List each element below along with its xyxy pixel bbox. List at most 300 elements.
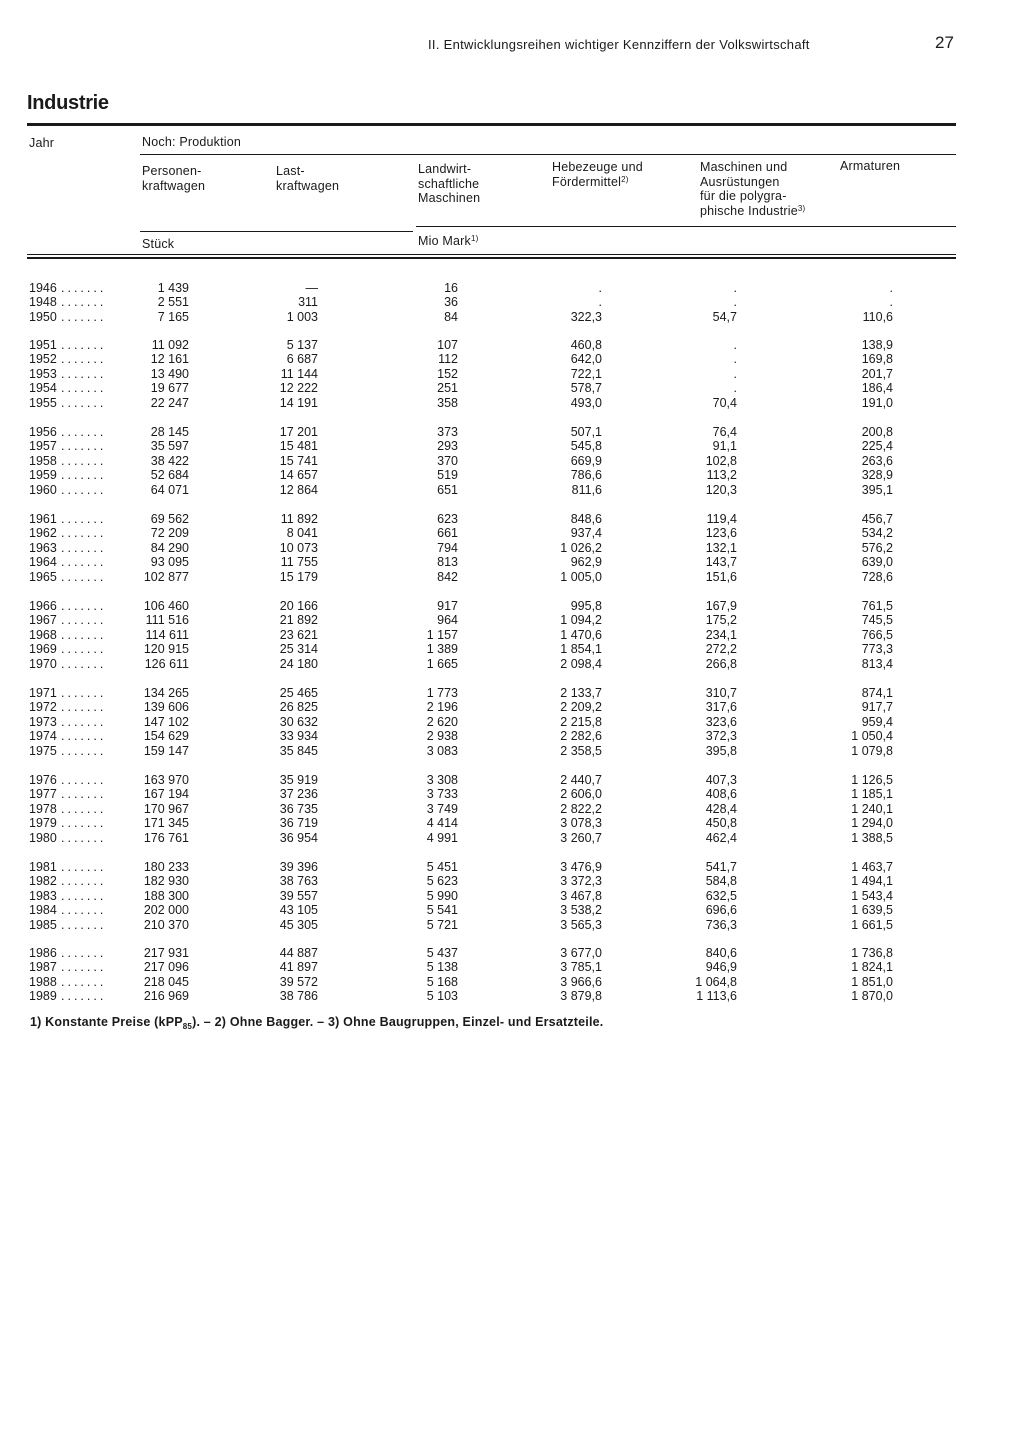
value-polygraphische-maschinen: 946,9	[705, 960, 737, 975]
row-year: 1982	[29, 874, 57, 889]
value-polygraphische-maschinen: 840,6	[705, 946, 737, 960]
value-personenkraftwagen: 202 000	[143, 903, 189, 918]
row-year: 1952	[29, 352, 57, 367]
value-hebezeuge: 848,6	[570, 512, 602, 526]
unit-label-mio-mark	[418, 234, 479, 249]
value-lastkraftwagen: 45 305	[279, 917, 318, 932]
value-landwirtschaftliche-maschinen: 3 083	[426, 743, 458, 758]
value-armaturen: 813,4	[861, 656, 893, 671]
value-hebezeuge: 1 005,0	[560, 569, 602, 584]
value-armaturen: 1 185,1	[851, 787, 893, 802]
row-year: 1962	[29, 526, 57, 541]
value-lastkraftwagen: 15 741	[279, 453, 318, 468]
leader-dots: .......	[61, 540, 107, 555]
table-row	[0, 918, 1024, 932]
row-year: 1984	[29, 903, 57, 918]
value-lastkraftwagen: 36 719	[279, 816, 318, 831]
value-hebezeuge: 937,4	[570, 526, 602, 541]
value-personenkraftwagen: 35 597	[150, 439, 189, 454]
value-landwirtschaftliche-maschinen: 964	[437, 613, 458, 628]
value-landwirtschaftliche-maschinen: 293	[437, 439, 458, 454]
value-polygraphische-maschinen: 408,6	[705, 787, 737, 802]
column-header-lastkraftwagen	[276, 164, 339, 193]
value-lastkraftwagen: 8 041	[286, 526, 318, 541]
value-armaturen: 1 079,8	[851, 743, 893, 758]
leader-dots: .......	[61, 482, 107, 497]
leader-dots: .......	[61, 295, 107, 310]
value-armaturen: 456,7	[861, 512, 893, 526]
column-header-line: Ausrüstungen	[700, 174, 780, 189]
leader-dots: .......	[61, 989, 107, 1004]
leader-dots: .......	[61, 309, 107, 324]
value-hebezeuge: 2 282,6	[560, 729, 602, 744]
value-hebezeuge: 3 785,1	[560, 960, 602, 975]
table-row	[0, 642, 1024, 656]
footnote-marker: 3)	[797, 203, 806, 213]
value-personenkraftwagen: 139 606	[143, 700, 189, 715]
leader-dots: .......	[61, 700, 107, 715]
table-row	[0, 439, 1024, 453]
value-polygraphische-maschinen: 132,1	[705, 540, 737, 555]
value-personenkraftwagen: 1 439	[157, 281, 189, 295]
value-personenkraftwagen: 180 233	[143, 860, 189, 874]
value-personenkraftwagen: 159 147	[143, 743, 189, 758]
value-lastkraftwagen: 1 003	[286, 309, 318, 324]
value-personenkraftwagen: 171 345	[143, 816, 189, 831]
value-personenkraftwagen: 154 629	[143, 729, 189, 744]
value-lastkraftwagen: 21 892	[279, 613, 318, 628]
table-row	[0, 989, 1024, 1003]
table-row	[0, 295, 1024, 309]
value-lastkraftwagen: 25 314	[279, 642, 318, 657]
value-polygraphische-maschinen: .	[733, 366, 737, 381]
table-top-rule	[27, 123, 956, 126]
value-hebezeuge: 3 372,3	[560, 874, 602, 889]
value-lastkraftwagen: 37 236	[279, 787, 318, 802]
table-row	[0, 874, 1024, 888]
column-header-landwirtschaftliche-maschinen	[418, 162, 480, 206]
value-polygraphische-maschinen: 266,8	[705, 656, 737, 671]
value-armaturen: 917,7	[861, 700, 893, 715]
value-lastkraftwagen: 39 572	[279, 974, 318, 989]
value-armaturen: 766,5	[861, 627, 893, 642]
value-personenkraftwagen: 72 209	[150, 526, 189, 541]
value-landwirtschaftliche-maschinen: 5 721	[426, 917, 458, 932]
value-landwirtschaftliche-maschinen: 1 773	[426, 686, 458, 700]
value-personenkraftwagen: 106 460	[143, 599, 189, 613]
leader-dots: .......	[61, 613, 107, 628]
running-header: II. Entwicklungsreihen wichtiger Kennziffern der Volkswirtschaft	[428, 37, 810, 52]
value-armaturen: .	[889, 295, 893, 310]
value-lastkraftwagen: 11 892	[280, 512, 318, 526]
header-bottom-rule	[27, 254, 956, 255]
value-polygraphische-maschinen: .	[733, 352, 737, 367]
value-landwirtschaftliche-maschinen: 152	[437, 366, 458, 381]
leader-dots: .......	[61, 729, 107, 744]
leader-dots: .......	[61, 714, 107, 729]
leader-dots: .......	[61, 642, 107, 657]
row-year: 1948	[29, 295, 57, 310]
unit-stueck-rule	[140, 231, 413, 232]
column-header-text: Fördermittel	[552, 174, 622, 189]
value-hebezeuge: 1 470,6	[560, 627, 602, 642]
value-landwirtschaftliche-maschinen: 251	[437, 381, 458, 396]
value-lastkraftwagen: 39 557	[279, 888, 318, 903]
value-personenkraftwagen: 126 611	[144, 656, 189, 671]
row-year: 1953	[29, 366, 57, 381]
value-personenkraftwagen: 102 877	[143, 569, 189, 584]
column-header-line: Last-	[276, 164, 305, 178]
value-armaturen: 395,1	[861, 482, 893, 497]
value-landwirtschaftliche-maschinen: 651	[437, 482, 458, 497]
row-year: 1986	[29, 946, 57, 960]
row-year: 1977	[29, 787, 57, 802]
value-armaturen: 1 294,0	[851, 816, 893, 831]
value-lastkraftwagen: 30 632	[279, 714, 318, 729]
value-lastkraftwagen: 26 825	[279, 700, 318, 715]
value-hebezeuge: 3 538,2	[560, 903, 602, 918]
table-row	[0, 613, 1024, 627]
value-landwirtschaftliche-maschinen: 623	[437, 512, 458, 526]
value-polygraphische-maschinen: 123,6	[705, 526, 737, 541]
value-landwirtschaftliche-maschinen: 84	[444, 309, 458, 324]
value-hebezeuge: 3 966,6	[560, 974, 602, 989]
value-polygraphische-maschinen: 317,6	[705, 700, 737, 715]
leader-dots: .......	[61, 946, 107, 960]
group-header-rule	[140, 154, 956, 155]
table-row	[0, 816, 1024, 830]
value-hebezeuge: 2 822,2	[560, 801, 602, 816]
value-armaturen: 200,8	[861, 425, 893, 439]
value-landwirtschaftliche-maschinen: 358	[437, 395, 458, 410]
value-armaturen: 1 661,5	[851, 917, 893, 932]
value-polygraphische-maschinen: 450,8	[705, 816, 737, 831]
leader-dots: .......	[61, 830, 107, 845]
value-personenkraftwagen: 188 300	[143, 888, 189, 903]
value-hebezeuge: 1 094,2	[560, 613, 602, 628]
leader-dots: .......	[61, 974, 107, 989]
value-armaturen: 1 639,5	[851, 903, 893, 918]
table-row	[0, 541, 1024, 555]
table-row	[0, 512, 1024, 526]
value-armaturen: 1 736,8	[851, 946, 893, 960]
row-year: 1950	[29, 309, 57, 324]
row-year: 1955	[29, 395, 57, 410]
leader-dots: .......	[61, 381, 107, 396]
value-hebezeuge: 786,6	[570, 468, 602, 483]
value-personenkraftwagen: 7 165	[157, 309, 189, 324]
value-polygraphische-maschinen: 175,2	[705, 613, 737, 628]
section-title: Industrie	[27, 92, 109, 114]
leader-dots: .......	[61, 627, 107, 642]
value-hebezeuge: 2 209,2	[560, 700, 602, 715]
table-row	[0, 483, 1024, 497]
value-hebezeuge: 3 467,8	[560, 888, 602, 903]
row-year: 1946	[29, 281, 57, 295]
value-polygraphische-maschinen: 70,4	[712, 395, 737, 410]
value-landwirtschaftliche-maschinen: 3 733	[426, 787, 458, 802]
value-personenkraftwagen: 218 045	[143, 974, 189, 989]
value-lastkraftwagen: 11 144	[280, 366, 318, 381]
value-armaturen: .	[889, 281, 893, 295]
value-polygraphische-maschinen: 1 113,6	[696, 989, 737, 1004]
header-bottom-rule-2	[27, 257, 956, 259]
value-hebezeuge: 3 476,9	[560, 860, 602, 874]
unit-label-stueck: Stück	[142, 237, 175, 251]
value-landwirtschaftliche-maschinen: 2 938	[426, 729, 458, 744]
value-personenkraftwagen: 176 761	[143, 830, 189, 845]
value-polygraphische-maschinen: 234,1	[705, 627, 737, 642]
value-hebezeuge: 722,1	[570, 366, 602, 381]
value-landwirtschaftliche-maschinen: 5 168	[426, 974, 458, 989]
value-lastkraftwagen: 36 954	[279, 830, 318, 845]
value-armaturen: 328,9	[861, 468, 893, 483]
value-lastkraftwagen: 23 621	[279, 627, 318, 642]
table-row	[0, 454, 1024, 468]
row-year: 1976	[29, 773, 57, 787]
value-lastkraftwagen: —	[305, 281, 318, 295]
value-lastkraftwagen: 17 201	[279, 425, 318, 439]
value-polygraphische-maschinen: 310,7	[705, 686, 737, 700]
value-armaturen: 745,5	[861, 613, 893, 628]
value-landwirtschaftliche-maschinen: 4 414	[426, 816, 458, 831]
value-polygraphische-maschinen: 1 064,8	[695, 974, 737, 989]
value-polygraphische-maschinen: 167,9	[705, 599, 737, 613]
leader-dots: .......	[61, 352, 107, 367]
value-personenkraftwagen: 134 265	[143, 686, 189, 700]
row-year: 1988	[29, 974, 57, 989]
column-header-armaturen	[840, 159, 900, 174]
row-year: 1973	[29, 714, 57, 729]
leader-dots: .......	[61, 453, 107, 468]
table-row	[0, 715, 1024, 729]
table-row	[0, 352, 1024, 366]
leader-dots: .......	[61, 366, 107, 381]
value-personenkraftwagen: 120 915	[143, 642, 189, 657]
value-lastkraftwagen: 25 465	[279, 686, 318, 700]
value-armaturen: 1 050,4	[851, 729, 893, 744]
value-landwirtschaftliche-maschinen: 917	[437, 599, 458, 613]
year-header: Jahr	[29, 136, 55, 150]
table-row	[0, 425, 1024, 439]
unit-mark-rule	[416, 226, 956, 227]
value-hebezeuge: 3 879,8	[560, 989, 602, 1004]
value-landwirtschaftliche-maschinen: 5 990	[426, 888, 458, 903]
footnote-marker: 1)	[471, 234, 479, 243]
leader-dots: .......	[61, 468, 107, 483]
leader-dots: .......	[61, 281, 107, 295]
row-year: 1959	[29, 468, 57, 483]
column-header-text: phische Industrie	[700, 203, 798, 218]
value-polygraphische-maschinen: 91,1	[712, 439, 737, 454]
value-landwirtschaftliche-maschinen: 4 991	[426, 830, 458, 845]
table-row	[0, 628, 1024, 642]
column-header-line: Landwirt-	[418, 162, 472, 176]
leader-dots: .......	[61, 599, 107, 613]
value-personenkraftwagen: 170 967	[143, 801, 189, 816]
leader-dots: .......	[61, 656, 107, 671]
value-armaturen: 201,7	[861, 366, 893, 381]
row-year: 1979	[29, 816, 57, 831]
value-landwirtschaftliche-maschinen: 16	[444, 281, 458, 295]
value-lastkraftwagen: 12 864	[279, 482, 318, 497]
value-polygraphische-maschinen: 372,3	[705, 729, 737, 744]
value-hebezeuge: 3 677,0	[560, 946, 602, 960]
value-personenkraftwagen: 182 930	[143, 874, 189, 889]
leader-dots: .......	[61, 526, 107, 541]
column-header-line: schaftliche	[418, 176, 480, 191]
row-year: 1972	[29, 700, 57, 715]
value-polygraphische-maschinen: 584,8	[705, 874, 737, 889]
value-landwirtschaftliche-maschinen: 5 437	[426, 946, 458, 960]
value-hebezeuge: 3 260,7	[560, 830, 602, 845]
footnote-marker: 2)	[621, 174, 629, 184]
value-hebezeuge: 460,8	[570, 338, 602, 352]
value-polygraphische-maschinen: 113,2	[706, 468, 737, 483]
value-polygraphische-maschinen: 120,3	[705, 482, 737, 497]
row-year: 1958	[29, 453, 57, 468]
value-polygraphische-maschinen: 541,7	[705, 860, 737, 874]
value-armaturen: 263,6	[861, 453, 893, 468]
page-number: 27	[935, 33, 954, 52]
table-row	[0, 396, 1024, 410]
value-landwirtschaftliche-maschinen: 842	[437, 569, 458, 584]
row-year: 1966	[29, 599, 57, 613]
value-personenkraftwagen: 163 970	[143, 773, 189, 787]
value-landwirtschaftliche-maschinen: 2 196	[426, 700, 458, 715]
leader-dots: .......	[61, 439, 107, 454]
value-landwirtschaftliche-maschinen: 794	[437, 540, 458, 555]
value-polygraphische-maschinen: 54,7	[712, 309, 737, 324]
value-lastkraftwagen: 14 657	[279, 468, 318, 483]
value-polygraphische-maschinen: .	[733, 295, 737, 310]
value-landwirtschaftliche-maschinen: 5 103	[426, 989, 458, 1004]
table-row	[0, 686, 1024, 700]
value-armaturen: 186,4	[861, 381, 893, 396]
table-row	[0, 281, 1024, 295]
value-landwirtschaftliche-maschinen: 373	[437, 425, 458, 439]
value-polygraphische-maschinen: .	[733, 281, 737, 295]
value-personenkraftwagen: 38 422	[150, 453, 189, 468]
value-armaturen: 1 494,1	[851, 874, 893, 889]
column-header-line: Armaturen	[840, 159, 901, 173]
value-armaturen: 959,4	[861, 714, 893, 729]
value-polygraphische-maschinen: 323,6	[705, 714, 737, 729]
value-personenkraftwagen: 19 677	[150, 381, 189, 396]
value-hebezeuge: 507,1	[570, 425, 602, 439]
value-personenkraftwagen: 216 969	[143, 989, 189, 1004]
value-polygraphische-maschinen: 395,8	[705, 743, 737, 758]
table-row	[0, 787, 1024, 801]
value-lastkraftwagen: 44 887	[279, 946, 318, 960]
value-hebezeuge: 995,8	[570, 599, 602, 613]
value-lastkraftwagen: 35 845	[279, 743, 318, 758]
value-armaturen: 1 240,1	[851, 801, 893, 816]
leader-dots: .......	[61, 888, 107, 903]
value-personenkraftwagen: 93 095	[150, 555, 189, 570]
value-hebezeuge: 2 440,7	[560, 773, 602, 787]
leader-dots: .......	[61, 743, 107, 758]
value-armaturen: 138,9	[861, 338, 893, 352]
column-header-line: kraftwagen	[142, 178, 206, 193]
value-landwirtschaftliche-maschinen: 112	[438, 352, 458, 367]
leader-dots: .......	[61, 395, 107, 410]
value-polygraphische-maschinen: 462,4	[705, 830, 737, 845]
group-header: Noch: Produktion	[142, 135, 242, 149]
row-year: 1978	[29, 801, 57, 816]
table-row	[0, 310, 1024, 324]
value-armaturen: 1 851,0	[851, 974, 893, 989]
value-personenkraftwagen: 22 247	[150, 395, 189, 410]
value-polygraphische-maschinen: 632,5	[705, 888, 737, 903]
leader-dots: .......	[61, 903, 107, 918]
row-year: 1956	[29, 425, 57, 439]
value-polygraphische-maschinen: 428,4	[705, 801, 737, 816]
leader-dots: .......	[61, 960, 107, 975]
value-armaturen: 169,8	[861, 352, 893, 367]
table-row	[0, 831, 1024, 845]
leader-dots: .......	[61, 917, 107, 932]
value-polygraphische-maschinen: 407,3	[705, 773, 737, 787]
value-armaturen: 773,3	[861, 642, 893, 657]
row-year: 1980	[29, 830, 57, 845]
value-personenkraftwagen: 12 161	[150, 352, 189, 367]
value-landwirtschaftliche-maschinen: 5 623	[426, 874, 458, 889]
table-row	[0, 367, 1024, 381]
value-personenkraftwagen: 217 096	[143, 960, 189, 975]
value-lastkraftwagen: 38 763	[279, 874, 318, 889]
footnote	[30, 1015, 603, 1029]
value-landwirtschaftliche-maschinen: 3 749	[426, 801, 458, 816]
row-year: 1969	[29, 642, 57, 657]
row-year: 1981	[29, 860, 57, 874]
value-lastkraftwagen: 41 897	[279, 960, 318, 975]
value-lastkraftwagen: 6 687	[286, 352, 318, 367]
value-landwirtschaftliche-maschinen: 519	[437, 468, 458, 483]
value-personenkraftwagen: 52 684	[150, 468, 189, 483]
value-hebezeuge: 1 026,2	[560, 540, 602, 555]
value-polygraphische-maschinen: .	[733, 338, 737, 352]
value-polygraphische-maschinen: 272,2	[705, 642, 737, 657]
row-year: 1960	[29, 482, 57, 497]
row-year: 1968	[29, 627, 57, 642]
value-armaturen: 1 388,5	[851, 830, 893, 845]
value-personenkraftwagen: 13 490	[150, 366, 189, 381]
value-hebezeuge: 2 358,5	[560, 743, 602, 758]
table-row	[0, 860, 1024, 874]
value-polygraphische-maschinen: 119,4	[706, 512, 737, 526]
row-year: 1963	[29, 540, 57, 555]
value-lastkraftwagen: 24 180	[279, 656, 318, 671]
value-lastkraftwagen: 11 755	[280, 555, 318, 570]
value-lastkraftwagen: 5 137	[286, 338, 318, 352]
value-armaturen: 225,4	[861, 439, 893, 454]
value-armaturen: 1 824,1	[851, 960, 893, 975]
column-header-hebezeuge	[552, 160, 643, 189]
value-hebezeuge: 811,6	[571, 482, 602, 497]
unit-label-text: Mio Mark	[418, 234, 471, 248]
value-armaturen: 1 870,0	[851, 989, 893, 1004]
table-row	[0, 802, 1024, 816]
table-row	[0, 903, 1024, 917]
value-polygraphische-maschinen: 143,7	[705, 555, 737, 570]
leader-dots: .......	[61, 512, 107, 526]
table-row	[0, 946, 1024, 960]
leader-dots: .......	[61, 801, 107, 816]
table-row	[0, 773, 1024, 787]
column-header-line	[700, 204, 805, 219]
value-lastkraftwagen: 12 222	[279, 381, 318, 396]
